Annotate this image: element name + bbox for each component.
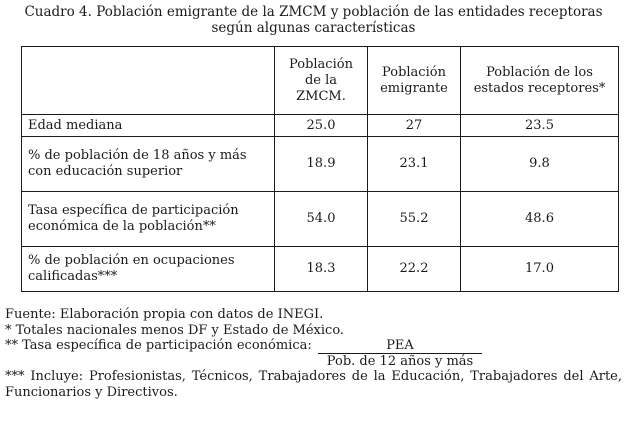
cell-zmcm: 18.9 (275, 137, 368, 192)
row-label: Tasa específica de participación económica de la población** (22, 192, 275, 247)
table-row (22, 115, 619, 137)
cell-emigrante: 22.2 (368, 247, 461, 292)
cell-receptores: 9.8 (461, 137, 619, 192)
table-caption (0, 4, 627, 36)
data-table (21, 46, 619, 292)
fraction-numerator: PEA (318, 338, 482, 354)
fraction-denominator: Pob. de 12 años y más (326, 354, 474, 369)
table-row (22, 137, 619, 192)
cell-zmcm: 18.3 (275, 247, 368, 292)
caption-line-2: según algunas características (211, 20, 416, 36)
header-receptores: Población de los estados receptores* (461, 47, 619, 115)
row-label: % de población de 18 años y más con educación superior (22, 137, 275, 192)
cell-emigrante: 27 (368, 115, 461, 137)
caption-line-1: Cuadro 4. Población emigrante de la ZMCM y población de las entidades receptoras (24, 4, 603, 20)
source-note: Fuente: Elaboración propia con datos de INEGI. (5, 307, 324, 322)
cell-zmcm: 25.0 (275, 115, 368, 137)
table-row (22, 192, 619, 247)
table-header-row (22, 47, 619, 115)
cell-receptores: 23.5 (461, 115, 619, 137)
footnote-2 (5, 338, 622, 369)
row-label: % de población en ocupaciones calificadas*** (22, 247, 275, 292)
cell-receptores: 48.6 (461, 192, 619, 247)
header-zmcm: Población de la ZMCM. (275, 47, 368, 115)
footnote-2-label: ** Tasa específica de participación económica: (5, 338, 312, 353)
footnotes (5, 307, 622, 400)
cell-emigrante: 55.2 (368, 192, 461, 247)
cell-receptores: 17.0 (461, 247, 619, 292)
footnote-3: *** Incluye: Profesionistas, Técnicos, Trabajadores de la Educación, Trabajadores del Arte, Funcionarios y Directivos. (5, 369, 622, 400)
table-row (22, 247, 619, 292)
fraction-formula (318, 338, 482, 369)
header-empty (22, 47, 275, 115)
header-emigrante: Población emigrante (368, 47, 461, 115)
cell-emigrante: 23.1 (368, 137, 461, 192)
row-label: Edad mediana (22, 115, 275, 137)
footnote-1: * Totales nacionales menos DF y Estado de México. (5, 322, 345, 338)
cell-zmcm: 54.0 (275, 192, 368, 247)
